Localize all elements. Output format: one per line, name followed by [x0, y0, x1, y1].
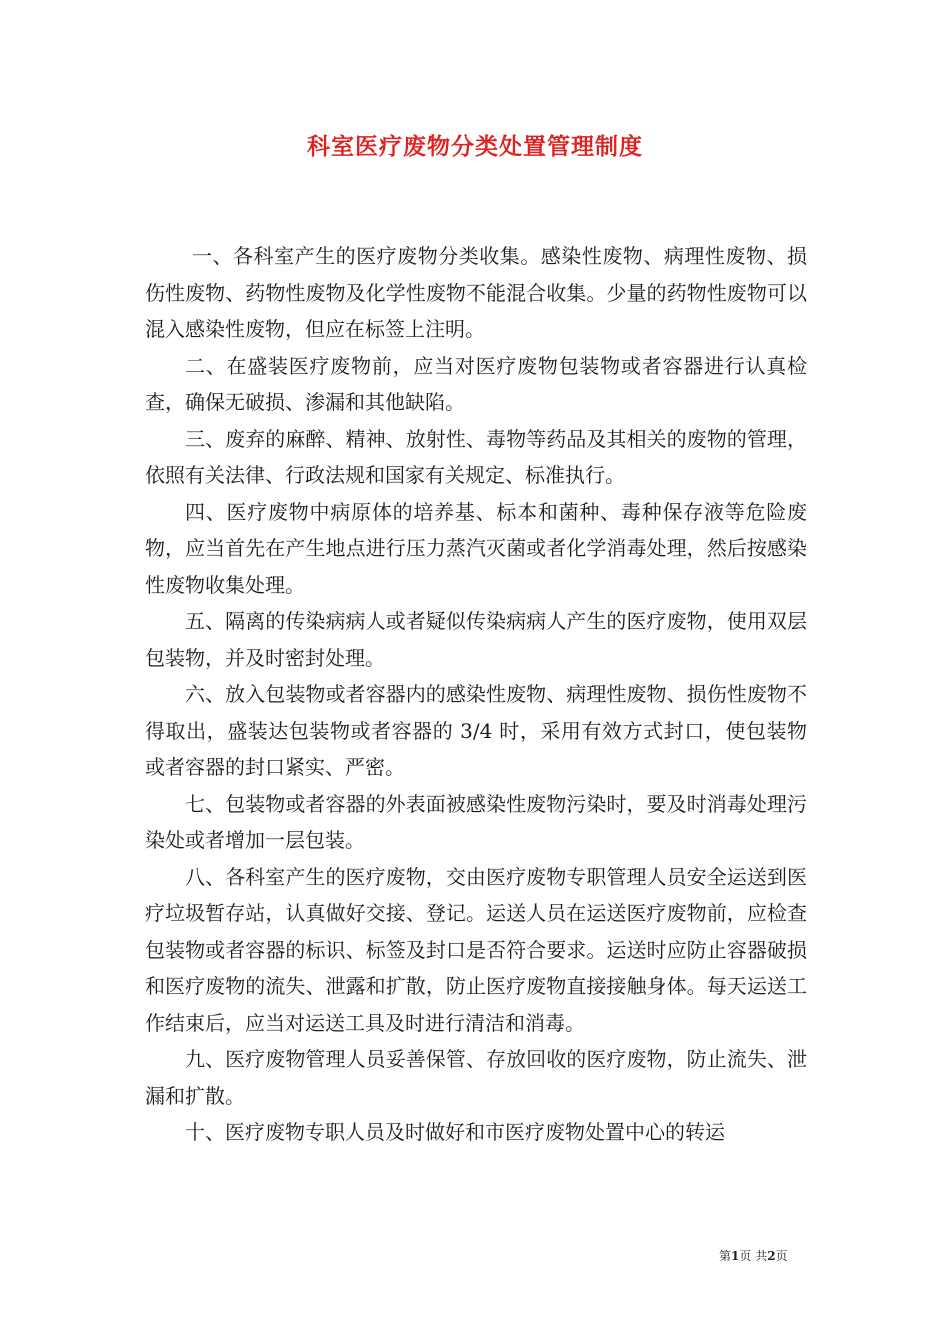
paragraph-2: 二、在盛装医疗废物前，应当对医疗废物包装物或者容器进行认真检查，确保无破损、渗漏和其他缺陷。 — [145, 353, 807, 414]
paragraph-8: 八、各科室产生的医疗废物，交由医疗废物专职管理人员安全运送到医疗垃圾暂存站，认真做好交接、登记。运送人员在运送医疗废物前，应检查包装物或者容器的标识、标签及封口是否符合要求。运送时应防止容器破损和医疗废物的流失、泄露和扩散，防止医疗废物直接接触身体。每天运送工作结束后，应当对运送工具及时进行清洁和消毒。 — [145, 864, 807, 1035]
paragraph-5: 五、隔离的传染病病人或者疑似传染病病人产生的医疗废物，使用双层包装物，并及时密封处理。 — [145, 609, 807, 670]
footer-prefix: 第 — [719, 1249, 732, 1263]
footer-middle: 页 共 — [739, 1249, 768, 1263]
footer-current-page: 1 — [731, 1249, 740, 1263]
paragraph-9: 九、医疗废物管理人员妥善保管、存放回收的医疗废物，防止流失、泄漏和扩散。 — [145, 1047, 807, 1108]
paragraph-3: 三、废弃的麻醉、精神、放射性、毒物等药品及其相关的废物的管理，依照有关法律、行政法规和国家有关规定、标准执行。 — [145, 426, 807, 487]
paragraph-4: 四、医疗废物中病原体的培养基、标本和菌种、毒种保存液等危险废物，应当首先在产生地点进行压力蒸汽灭菌或者化学消毒处理，然后按感染性废物收集处理。 — [145, 499, 807, 597]
paragraph-6: 六、放入包装物或者容器内的感染性废物、病理性废物、损伤性废物不得取出，盛装达包装物或者容器的 3/4 时，采用有效方式封口，使包装物或者容器的封口紧实、严密。 — [145, 682, 807, 779]
paragraph-1: 一、各科室产生的医疗废物分类收集。感染性废物、病理性废物、损伤性废物、药物性废物及化学性废物不能混合收集。少量的药物性废物可以混入感染性废物，但应在标签上注明。 — [145, 244, 807, 341]
footer-suffix: 页 — [775, 1249, 788, 1263]
footer-total-pages: 2 — [767, 1249, 776, 1263]
paragraph-10: 十、医疗废物专职人员及时做好和市医疗废物处置中心的转运 — [185, 1120, 725, 1144]
page-number-footer — [719, 1247, 788, 1264]
document-body — [145, 238, 807, 1151]
paragraph-7: 七、包装物或者容器的外表面被感染性废物污染时，要及时消毒处理污染处或者增加一层包装。 — [145, 791, 807, 852]
page-title: 科室医疗废物分类处置管理制度 — [307, 134, 643, 160]
